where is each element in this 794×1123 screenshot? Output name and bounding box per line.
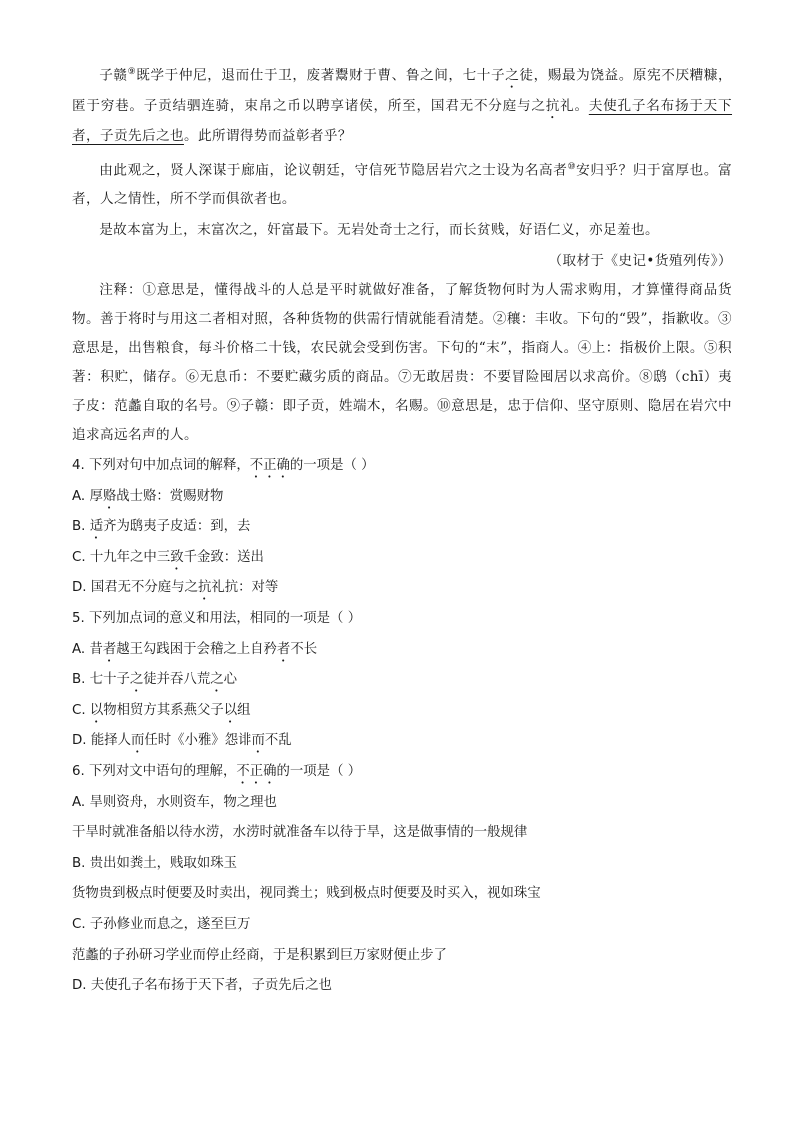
question-5-option-a: A. 昔者越王勾践困于会稽之上自矜者不长 xyxy=(72,641,318,657)
annotation-notes: 注释：①意思是，懂得战斗的人总是平时就做好准备，了解货物何时为人需求购用，才算懂得商品货物。善于将时与用这二者相对照，各种货物的供需行情就能看清楚。②穰：丰收。下句的“毁”，指歉收。③意思是，出售粮食，每斗价格二十钱，农民就会受到伤害。下句的“末”，指商人。④上：指极价上限。⑤积著：积贮，储存。⑥无息币：不要贮藏劣质的商品。⑦无敢居贵：不要冒险囤居以求高价。⑧鸱（chī）夷子皮：范蠡自取的名号。⑨子赣：即子贡，姓端木，名赐。⑩意思是，忠于信仰、坚守原则、隐居在岩穴中追求高远名声的人。 xyxy=(72,282,732,444)
question-4-option-c: C. 十九年之中三致千金致：送出 xyxy=(72,549,264,565)
dotted-word: 赂 xyxy=(102,488,117,504)
question-6 xyxy=(72,757,732,1002)
passage-paragraph-3: 是故本富为上，末富次之，奸富最下。无岩处奇士之行，而长贫贱，好语仁义，亦足羞也。 xyxy=(99,222,659,239)
footnote-marker: ⑩ xyxy=(567,161,577,172)
passage-paragraph-1 xyxy=(72,58,732,151)
question-6-option-c-explanation: 范蠡的子孙研习学业而停止经商，于是积累到巨万家财便止步了 xyxy=(72,947,447,963)
question-4-stem: 4. 下列对句中加点词的解释，不正确的一项是（ ） xyxy=(72,458,375,474)
text: 由此观之，贤人深谋于廊庙，论议朝廷，守信死节隐居岩穴之士设为名高者 xyxy=(99,162,568,179)
dotted-word: 者 xyxy=(102,641,117,657)
text: 徒，赐最为饶益。原宪不厌糟糠，匿于穷巷。子贡结驷连骑，束帛之币以聘享诸侯，所至，国君无不分庭与之 xyxy=(72,67,733,114)
dotted-word: 而 xyxy=(251,733,265,749)
question-5-stem: 5. 下列加点词的意义和用法，相同的一项是（ ） xyxy=(72,611,362,627)
emphasized-word: 不正确 xyxy=(236,764,277,779)
text: 。此所谓得势而益彰者乎？ xyxy=(183,127,352,144)
question-5 xyxy=(72,604,732,757)
question-6-option-b-explanation: 货物贵到极点时便要及时卖出，视同粪土；贱到极点时便要及时买入，视如珠宝 xyxy=(72,886,541,902)
dotted-word: 之 xyxy=(505,67,520,84)
dotted-word: 以 xyxy=(223,702,238,718)
dotted-word: 适 xyxy=(89,519,104,535)
emphasized-word: 不正确 xyxy=(249,458,290,474)
question-5-option-d: D. 能择人而任时《小雅》怨诽而不乱 xyxy=(72,733,292,749)
dotted-word: 抗 xyxy=(545,97,561,114)
text: 安归乎？归于富厚也。富者，人之情性，所不学而俱欲者也。 xyxy=(72,162,732,208)
question-4 xyxy=(72,451,732,604)
dotted-word: 者 xyxy=(276,641,291,657)
dotted-word: 之 xyxy=(210,672,224,688)
dotted-word: 之 xyxy=(129,672,144,688)
passage-paragraph-2 xyxy=(72,153,732,215)
dotted-word: 致 xyxy=(170,549,184,565)
question-4-option-b: B. 适齐为鸱夷子皮适：到，去 xyxy=(72,519,251,535)
question-6-option-d: D. 夫使孔子名布扬于天下者，子贡先后之也 xyxy=(72,978,332,994)
question-6-stem: 6. 下列对文中语句的理解，不正确的一项是（ ） xyxy=(72,764,362,779)
question-6-option-a-explanation: 干旱时就准备船以待水涝，水涝时就准备车以待于旱，这是做事情的一般规律 xyxy=(72,825,528,841)
question-5-option-b: B. 七十子之徒并吞八荒之心 xyxy=(72,672,237,688)
question-6-option-c: C. 子孙修业而息之，遂至巨万 xyxy=(72,916,251,932)
dotted-word: 以 xyxy=(89,702,104,718)
dotted-word: 而 xyxy=(131,733,145,749)
text: 既学于仲尼，退而仕于卫，废著鬻财于曹、鲁之间，七十子 xyxy=(136,67,506,84)
document-page xyxy=(72,58,732,1002)
text: 子赣 xyxy=(99,67,128,84)
question-5-option-c: C. 以物相贸方其系燕父子以组 xyxy=(72,702,251,718)
footnote-marker: ⑨ xyxy=(127,67,137,77)
question-6-option-a: A. 旱则资舟，水则资车，物之理也 xyxy=(72,794,277,810)
underlined-sentence: 夫使孔子名布扬于天下者，子贡先后之也 xyxy=(72,97,733,144)
question-4-option-d: D. 国君无不分庭与之抗礼抗：对等 xyxy=(72,580,279,596)
question-6-option-b: B. 贵出如粪土，贱取如珠玉 xyxy=(72,855,237,871)
question-4-option-a: A. 厚赂战士赂：赏赐财物 xyxy=(72,488,224,504)
text: 礼。 xyxy=(560,97,589,114)
passage-source: （取材于《史记•货殖列传》） xyxy=(548,253,732,270)
dotted-word: 抗 xyxy=(197,580,212,596)
